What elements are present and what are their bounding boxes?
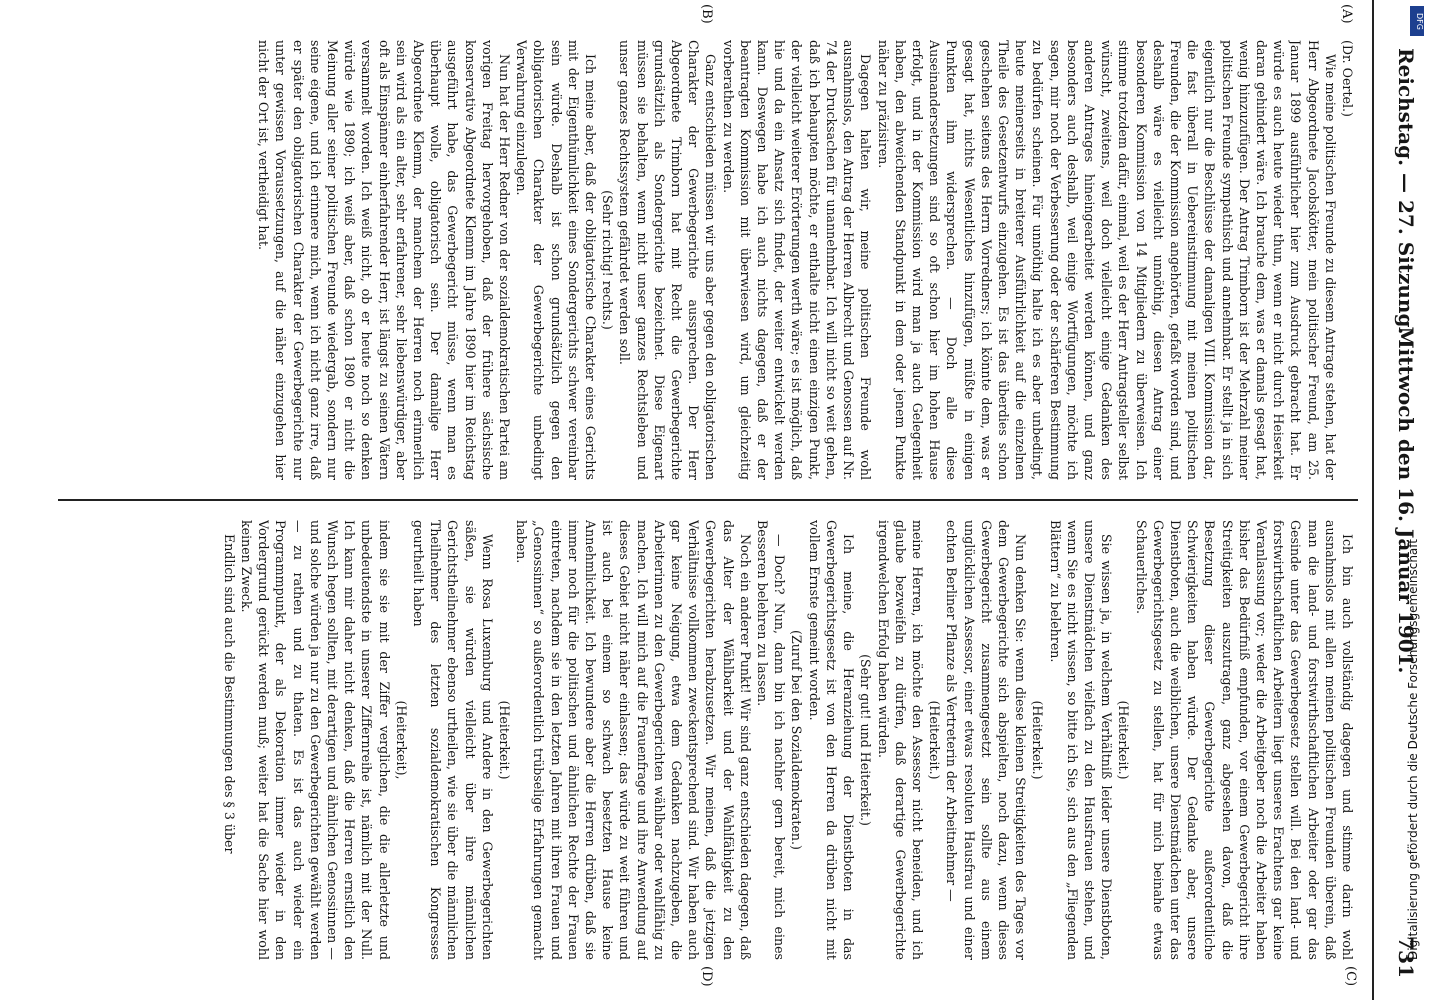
page-header bbox=[1372, 0, 1432, 1000]
paragraph: meine Herren, ich möchte den Assessor nicht beneiden, und ich glaube bezweifeln zu dürfen, daß derartige Gewerbegerichte irgendwelchen Erfolg haben würden. bbox=[875, 520, 925, 960]
margin-marker-d: (D) bbox=[699, 966, 714, 987]
paragraph: indem sie sie mit der Ziffer verglichen, die die allerletzte und unbedeutendste in unserer Ziffernreihe ist, nämlich mit der Null. Ich kann mir daher nicht denken, daß die Herren ernstlich den Wunsch hegen sollten, mit derartigen und ähnlichen Genossinnen — und solche würden ja nur zu den Gewerbegerichten gewählt werden — zu rathen und zu thaten. Es ist das auch wieder ein Programmpunkt, der als Dekoration immer wieder in den Vordergrund gerückt werden muß; weiter hat die Sache hier wohl keinen Zweck. bbox=[239, 520, 392, 960]
paragraph: Endlich sind auch die Bestimmungen des § 3 über bbox=[221, 534, 237, 854]
paragraph: Ich bin auch vollständig dagegen und stimme darin wohl ausnahmslos mit allen meinen politischen Freunden überein, daß man die land- und forstwirthschaftlichen Arbeiter oder gar das Gesinde unter das Gewerbegesetz stellen will. Bei den land- und forstwirthschaftlichen Arbeitern liegt unseres Erachtens gar keine Veranlassung vor; weder die Arbeitgeber noch die Arbeiter haben bisher das Bedürfniß empfunden, vor einem Gewerbegericht ihre Streitigkeiten auszutragen, ganz abgesehen davon, daß die Besetzung dieser Gewerbegerichte außerordentliche Schwierigkeiten haben würde. Der Gedanke aber, unsere Dienstboten, auch die weiblichen, unsere Dienstmädchen unter das Gewerbegerichtsgesetz zu stellen, hat für mich beinahe etwas Schauerliches. bbox=[1133, 520, 1355, 960]
paragraph: Dagegen halten wir, meine politischen Freunde wohl ausnahmslos, den Antrag der Herren Albrecht und Genossen auf Nr. 74 der Drucksachen für unannehmbar. Ich will nicht so weit gehen, daß ich behaupten möchte, er enthalte nicht einen einzigen Punkt, der vielleicht weiterer Erörterungen werth wäre; es ist möglich, daß hie und da ein Ansatz sich findet, der weiter entwickelt werden kann. Deswegen habe ich auch nichts dagegen, daß er der beantragten Kommission mit überwiesen wird, um gleichzeitig vorberathen zu werden. bbox=[720, 40, 874, 480]
dfg-logo: DFG bbox=[1410, 6, 1424, 36]
paragraph: Ganz entschieden müssen wir uns aber gegen den obligatorischen Charakter der Gewerbegerichte aussprechen. Der Herr Abgeordnete Trimborn hat mit Recht die Gewerbegerichte grundsätzlich als Sondergerichte bezeichnet. Diese Eigenart müssen sie behalten, wenn nicht unser ganzes Rechtsleben und unser ganzes Rechtssystem gefährdet werden soll. bbox=[617, 40, 719, 480]
interjection: (Heiterkeit), bbox=[393, 700, 409, 780]
interjection: (Heiterkeit.) bbox=[497, 700, 513, 780]
right-column bbox=[66, 520, 1356, 960]
left-column bbox=[66, 40, 1356, 480]
paragraph: Wie meine politischen Freunde zu diesem Antrage stehen, hat der Herr Abgeordnete Jacobskötter, mein politischer Freund, am 25. Januar 1899 ausführlicher hier zum Ausdruck gebracht hat. Er würde es auch heute wieder thun, wenn er nicht durch Heiserkeit daran gehindert wäre. Ich brauche dem, was er damals gesagt hat, wenig hinzuzufügen. Der Antrag Trimborn ist der Mehrzahl meiner politischen Freunde sympathisch und annehmbar. Er stellt ja in sich eigentlich nur die Beschlüsse der damaligen VIII. Kommission dar, die fast überall in Uebereinstimmung mit meinen politischen Freunden, die der Kommission angehörten, gefaßt worden sind, und deshalb wäre es vielleicht unnöthig, diesen Antrag einer besonderen Kommission von 14 Mitgliedern zu überweisen. Ich stimme trotzdem dafür, einmal, weil es der Herr Antragsteller selbst wünscht, zweitens, weil doch vielleicht einige Gedanken des anderen Antrages hineingearbeitet werden können, und ganz besonders auch deshalb, weil einige Wortfügungen, möchte ich sagen, mir noch der Verbesserung oder der schärferen Bestimmung zu bedürfen scheinen. Für unnöthig halte ich es aber unbedingt, heute meinerseits in breiterer Ausführlichkeit auf die einzelnen Theile des Gesetzentwurfs einzugehen. Es ist das überdies schon geschehen seitens des Herrn Vorredners; ich könnte dem, was er gesagt hat, nichts Wesentliches hinzufügen, müßte in einigen Punkten ihm widersprechen. — Doch alle diese Auseinandersetzungen sind so oft schon hier im hohen Hause erfolgt, und in der Kommission wird man ja auch Gelegenheit haben, den abweichenden Standpunkt in dem oder jenem Punkte näher zu präzisiren. bbox=[875, 40, 1338, 480]
header-date: Mittwoch den 16. Januar 1901. bbox=[1394, 326, 1418, 674]
margin-marker-b: (B) bbox=[699, 4, 714, 24]
interjection: (Heiterkeit.) bbox=[1116, 700, 1132, 780]
interjection: (Heiterkeit.) bbox=[927, 700, 943, 780]
paragraph: Ich meine aber, daß der obligatorische Charakter eines Gerichts mit der Eigenthümlichkeit eines Sondergerichts schwer vereinbar sein würde. Deshalb ist schon grundsätzlich gegen den obligatorischen Charakter der Gewerbegerichte unbedingt Verwahrung einzulegen. bbox=[514, 40, 599, 480]
paragraph: Noch ein anderer Punkt! Wir sind ganz entschieden dagegen, daß das Alter der Wählbarkeit und der Wahlfähigkeit zu den Gewerbegerichten herabzusetzen. Wir meinen, daß die jetzigen Verhältnisse vollkommen zweckentsprechend sind. Wir haben auch gar keine Neigung, etwa dem Gedanken nachzugeben, die Arbeiterinnen zu den Gewerbegerichten wählbar oder wahlfähig zu machen. Ich will mich auf die Frauenfrage und ihre Anwendung auf dieses Gebiet nicht näher einlassen; das würde zu weit führen und ist auch bei einem so schwach besetzten Hause keine Annehmlichkeit. Ich bewundere aber die Herren drüben, daß sie immer noch für die politischen und ähnlichen Rechte der Frauen eintreten, nachdem sie in den letzten Jahren mit ihren Frauen und „Genossinnen“ so außerordentlich trübselige Erfahrungen gemacht haben. bbox=[514, 520, 753, 960]
document-page bbox=[34, 0, 1434, 1000]
digitization-text: Digitalisierung gefördert durch die Deutsche Forschungsgemeinschaft bbox=[1406, 538, 1420, 960]
interjection: (Zuruf bei den Sozialdemokraten.) bbox=[789, 630, 805, 850]
column-divider bbox=[58, 499, 1358, 501]
paragraph: Sie wissen ja, in welchem Verhältniß leider unsere Dienstboten, unsere Dienstmädchen vielfach zu den Hausfrauen stehen, und wenn Sie es nicht wissen, so bitte ich Sie, sich aus den „Fliegenden Blättern“ zu belehren. bbox=[1047, 520, 1115, 960]
paragraph: Nun hat der Herr Redner von der sozialdemokratischen Partei am vorigen Freitag hervorgehoben, daß der frühere sächsische konservative Abgeordnete Klemm im Jahre 1890 hier im Reichstag ausgeführt habe, das Gewerbegericht müsse, wenn man es überhaupt wolle, obligatorisch sein. Der damalige Herr Abgeordnete Klemm, der manchem der Herren noch erinnerlich sein wird als ein alter, sehr erfahrener, sehr liebenswürdiger, aber oft als Einspänner einherfahrender Herr, ist längst zu seinen Vätern versammelt worden. Ich weiß nicht, ob er heute noch so denken würde wie 1890; ich weiß aber, daß schon 1890 er nicht die Meinung aller seiner politischen Freunde wiedergab, sondern nur seine eigene, und ich erinnere mich, wenn ich nicht ganz irre, daß er später den obligatorischen Charakter der Gewerbegerichte nur unter gewissen Voraussetzungen, auf die näher einzugehen hier nicht der Ort ist, vertheidigt hat. bbox=[256, 40, 513, 480]
page-number: 731 bbox=[1394, 936, 1418, 978]
header-left: Reichstag. — 27. Sitzung. bbox=[1394, 48, 1418, 335]
interjection: (Heiterkeit.) bbox=[1030, 700, 1046, 780]
margin-marker-a: (A) bbox=[1339, 4, 1354, 24]
interjection: (Sehr richtig! rechts.) bbox=[600, 190, 616, 330]
paragraph: Wenn Rosa Luxemburg und Andere in den Gewerbegerichten säßen, sie würden vielleicht über ihre männlichen Gerichtstheilnehmer ebenso urtheilen, wie sie über die männlichen Theilnehmer des letzten sozialdemokratischen Kongresses geurtheilt haben bbox=[411, 520, 495, 960]
digitization-note bbox=[1403, 40, 1423, 960]
paragraph: — Doch? Nun, dann bin ich nachher gern bereit, mich eines Besseren belehren zu lassen. bbox=[755, 520, 788, 960]
speaker-name: (Dr. Oertel.) bbox=[1340, 40, 1355, 117]
paragraph: Nun denken Sie: wenn diese kleinen Streitigkeiten des Tages vor dem Gewerbegerichte sich abspielten, noch dazu, wenn dieses Gewerbegericht zusammengesetzt sein sollte aus einem unglücklichen Assessor, einer etwas resoluten Hausfrau und einer echten Berliner Pflanze als Vertreterin der Arbeitnehmer — bbox=[944, 520, 1029, 960]
paragraph: Ich meine, die Heranziehung der Dienstboten in das Gewerbegerichtsgesetz ist von den Herren da drüben nicht mit vollem Ernste gemeint worden. bbox=[806, 520, 857, 960]
margin-marker-c: (C) bbox=[1343, 966, 1358, 987]
interjection: (Sehr gut! und Heiterkeit.) bbox=[858, 654, 874, 826]
